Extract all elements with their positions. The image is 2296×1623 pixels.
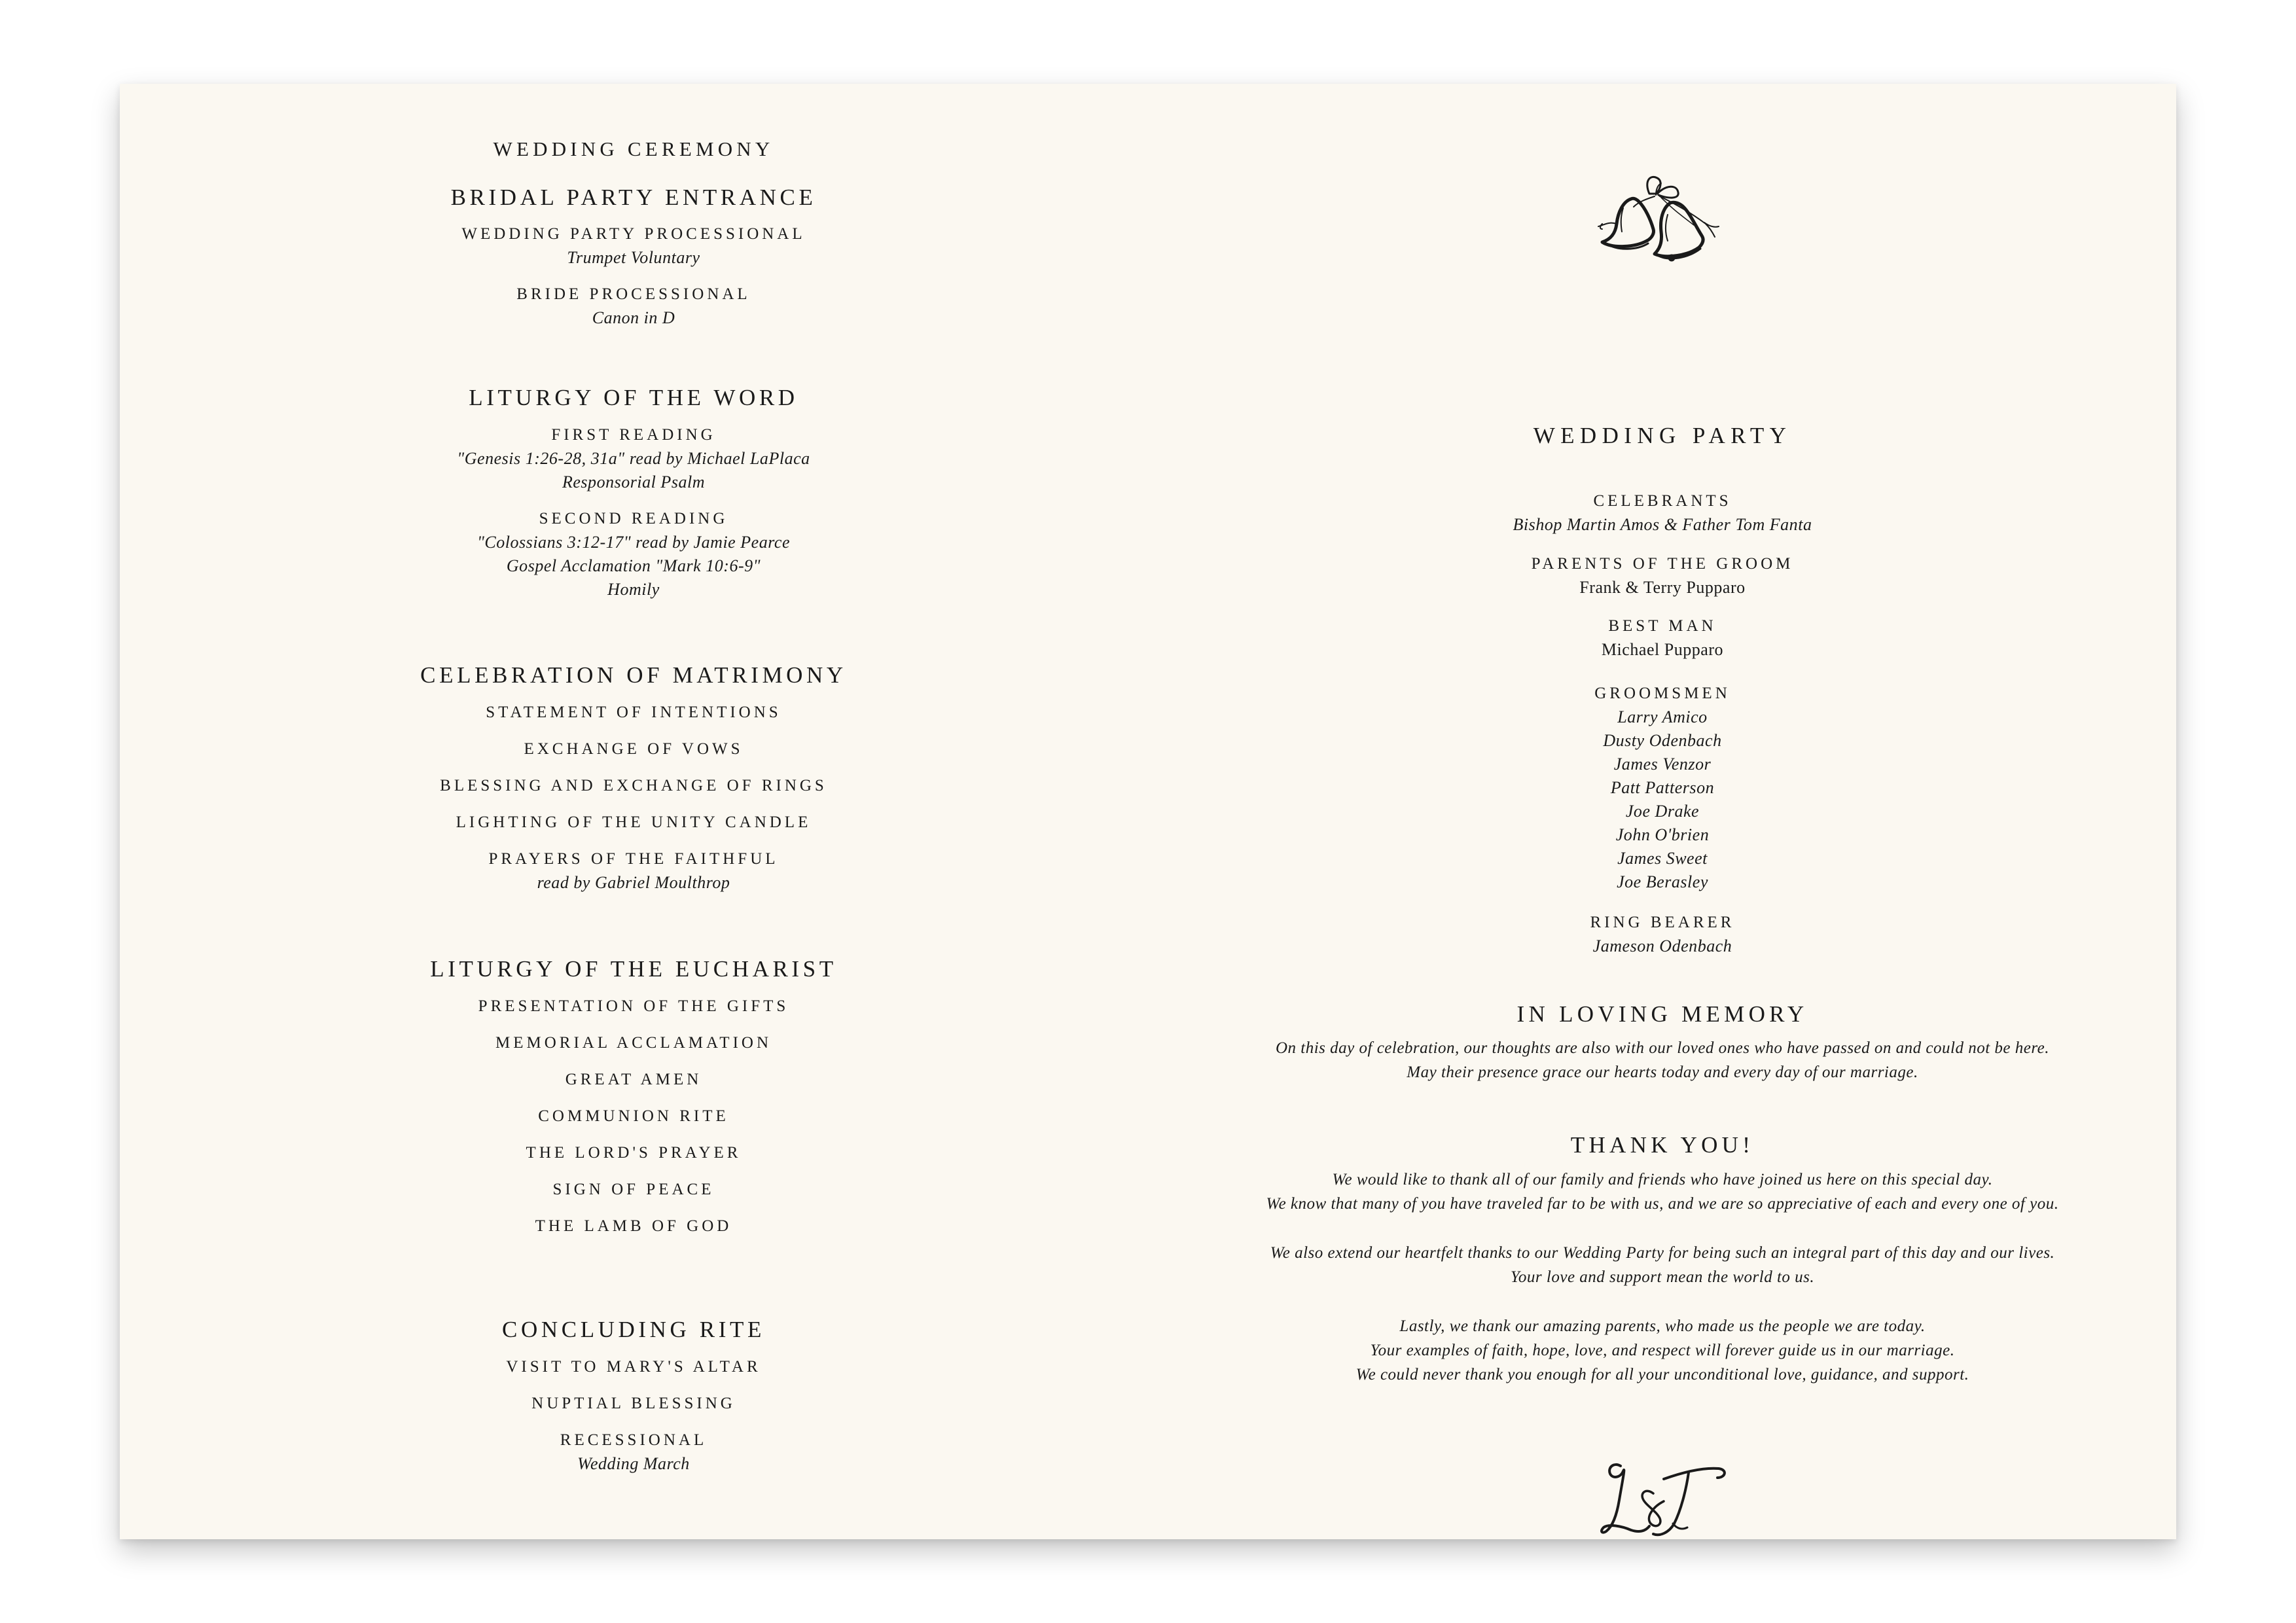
list-item — [120, 1105, 1147, 1128]
list-item — [1147, 682, 2178, 894]
list-item — [120, 1068, 1147, 1092]
list-item — [120, 1392, 1147, 1416]
item-label: STATEMENT OF INTENTIONS — [486, 704, 781, 721]
list-item — [120, 423, 1147, 494]
role-label: CELEBRANTS — [1593, 492, 1732, 510]
section-in-loving-memory — [1147, 1003, 2178, 1026]
thank-you-line: We could never thank you enough for all your unconditional love, guidance, and support. — [1355, 1366, 1969, 1383]
monogram-icon — [1590, 1445, 1734, 1550]
section-liturgy-of-the-eucharist — [120, 957, 1147, 980]
role-name: Joe Drake — [1625, 802, 1700, 821]
thank-you-paragraph — [1147, 1314, 2178, 1387]
item-detail: Trumpet Voluntary — [567, 248, 700, 267]
party-title: WEDDING PARTY — [1533, 423, 1792, 448]
list-item — [120, 1215, 1147, 1238]
section-heading: LITURGY OF THE EUCHARIST — [430, 956, 837, 982]
section-heading: BRIDAL PARTY ENTRANCE — [450, 185, 817, 210]
role-name: Frank & Terry Pupparo — [1579, 578, 1746, 597]
item-label: MEMORIAL ACCLAMATION — [495, 1034, 772, 1052]
item-detail: "Colossians 3:12-17" read by Jamie Pearce — [476, 533, 791, 552]
section-bridal-party-entrance — [120, 186, 1147, 209]
item-label: EXCHANGE OF VOWS — [524, 740, 744, 758]
item-label: THE LORD'S PRAYER — [526, 1144, 742, 1162]
role-name: Joe Berasley — [1617, 872, 1708, 891]
item-label: THE LAMB OF GOD — [535, 1217, 732, 1235]
role-name: John O'brien — [1615, 825, 1710, 844]
item-label: SIGN OF PEACE — [552, 1181, 715, 1198]
role-label: GROOMSMEN — [1594, 685, 1731, 702]
role-name: Jameson Odenbach — [1592, 936, 1732, 955]
list-item — [120, 1355, 1147, 1379]
ceremony-title: WEDDING CEREMONY — [493, 137, 774, 160]
thank-you-line: We also extend our heartfelt thanks to our Wedding Party for being such an integral part of this day and our lives. — [1270, 1244, 2055, 1262]
item-detail: Homily — [607, 580, 660, 599]
item-label: PRESENTATION OF THE GIFTS — [478, 997, 789, 1015]
list-item — [120, 223, 1147, 270]
list-item — [120, 847, 1147, 895]
role-name: Larry Amico — [1617, 707, 1708, 726]
item-label: COMMUNION RITE — [538, 1107, 729, 1125]
item-label: BLESSING AND EXCHANGE OF RINGS — [440, 777, 827, 794]
memory-title: IN LOVING MEMORY — [1516, 1001, 1808, 1027]
role-name: James Sweet — [1617, 849, 1708, 868]
section-liturgy-of-the-word — [120, 386, 1147, 409]
section-heading: LITURGY OF THE WORD — [469, 385, 798, 410]
wedding-bells-icon — [1584, 156, 1741, 267]
section-celebration-of-matrimony — [120, 664, 1147, 687]
list-item — [120, 1031, 1147, 1055]
thank-you-line: Your love and support mean the world to us. — [1510, 1268, 1815, 1286]
list-item — [1147, 552, 2178, 599]
item-label: WEDDING PARTY PROCESSIONAL — [461, 225, 806, 243]
role-name: Patt Patterson — [1610, 778, 1715, 797]
list-item — [120, 811, 1147, 834]
thank-you-line: Lastly, we thank our amazing parents, who made us the people we are today. — [1399, 1317, 1926, 1335]
item-label: SECOND READING — [539, 510, 728, 527]
section-heading: CONCLUDING RITE — [502, 1317, 765, 1342]
memory-line: On this day of celebration, our thoughts are also with our loved ones who have passed on and could not be here. — [1275, 1039, 2049, 1057]
item-label: PRAYERS OF THE FAITHFUL — [488, 850, 779, 868]
list-item — [1147, 911, 2178, 958]
list-item — [120, 1178, 1147, 1202]
item-label: GREAT AMEN — [565, 1071, 702, 1088]
memory-line: May their presence grace our hearts today and every day of our marriage. — [1407, 1063, 1918, 1081]
item-label: LIGHTING OF THE UNITY CANDLE — [456, 813, 812, 831]
section-thank-you — [1147, 1133, 2178, 1156]
list-item — [120, 701, 1147, 724]
list-item — [120, 283, 1147, 330]
item-label: NUPTIAL BLESSING — [531, 1395, 736, 1412]
role-label: PARENTS OF THE GROOM — [1531, 555, 1794, 573]
program-sheet — [120, 84, 2176, 1539]
thank-you-line: Your examples of faith, hope, love, and respect will forever guide us in our marriage. — [1370, 1342, 1955, 1359]
list-item — [120, 507, 1147, 601]
thank-you-line: We know that many of you have traveled far to be with us, and we are so appreciative of each and every one of you. — [1266, 1195, 2059, 1213]
role-label: BEST MAN — [1608, 617, 1717, 635]
thank-you-title: THANK YOU! — [1570, 1132, 1755, 1158]
list-item — [1147, 490, 2178, 537]
item-label: BRIDE PROCESSIONAL — [516, 285, 751, 303]
item-label: RECESSIONAL — [560, 1431, 708, 1449]
list-item — [120, 738, 1147, 761]
item-label: FIRST READING — [551, 426, 716, 444]
item-detail: Canon in D — [592, 308, 675, 327]
thank-you-paragraph — [1147, 1241, 2178, 1289]
memory-text — [1147, 1036, 2178, 1084]
thank-you-paragraph — [1147, 1168, 2178, 1216]
item-detail: Wedding March — [577, 1454, 690, 1473]
list-item — [120, 774, 1147, 798]
list-item — [120, 1429, 1147, 1476]
section-heading: CELEBRATION OF MATRIMONY — [420, 662, 847, 688]
list-item — [120, 1141, 1147, 1165]
list-item — [1147, 615, 2178, 662]
list-item — [120, 995, 1147, 1018]
item-detail: Responsorial Psalm — [562, 473, 706, 491]
item-label: VISIT TO MARY'S ALTAR — [506, 1358, 761, 1376]
role-name: Michael Pupparo — [1601, 640, 1724, 659]
thank-you-line: We would like to thank all of our family and friends who have joined us here on this special day. — [1332, 1171, 1993, 1188]
role-name: James Venzor — [1613, 755, 1712, 774]
item-detail: read by Gabriel Moulthrop — [537, 873, 730, 892]
role-label: RING BEARER — [1590, 914, 1735, 931]
role-name: Dusty Odenbach — [1603, 731, 1722, 750]
section-concluding-rite — [120, 1318, 1147, 1341]
item-detail: Gospel Acclamation "Mark 10:6-9" — [506, 556, 761, 575]
role-name: Bishop Martin Amos & Father Tom Fanta — [1513, 515, 1812, 534]
item-detail: "Genesis 1:26-28, 31a" read by Michael LaPlaca — [457, 449, 810, 468]
